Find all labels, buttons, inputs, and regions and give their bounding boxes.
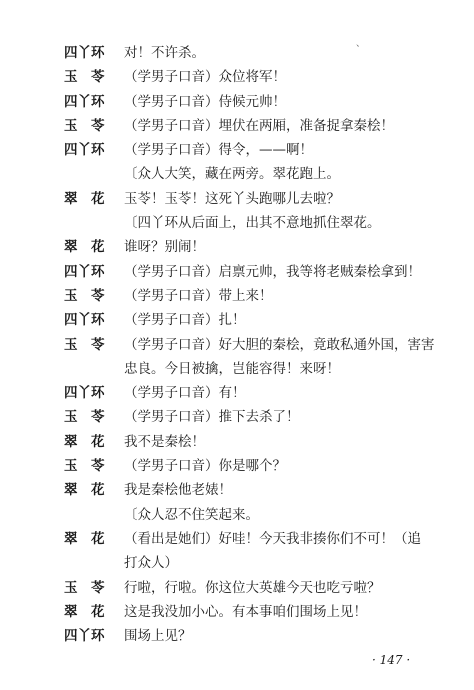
- dialogue-text: （学男子口音）得令，——啊！: [124, 142, 313, 159]
- page-number: · 147 ·: [372, 653, 411, 667]
- script-line: [0, 260, 474, 284]
- speaker-name: 玉 苓: [64, 409, 105, 426]
- script-line: [0, 381, 474, 405]
- dialogue-text: （学男子口音）侍候元帅！: [124, 93, 286, 110]
- script-line: [0, 430, 474, 454]
- dialogue-text: 我不是秦桧！: [124, 433, 205, 450]
- speaker-name: 四丫环: [64, 385, 105, 402]
- speaker-name: 玉 苓: [64, 336, 105, 353]
- stage-direction-or-continuation: 忠良。今日被擒，岂能容得！来呀！: [124, 360, 340, 377]
- dialogue-text: 这是我没加小心。有本事咱们围场上见！: [124, 603, 367, 620]
- stage-direction-or-continuation: 〔众人大笑，藏在两旁。翠花跑上。: [124, 166, 340, 183]
- speaker-name: 翠 花: [64, 482, 105, 499]
- script-line: [0, 308, 474, 332]
- dialogue-text: 对！不许杀。: [124, 45, 205, 61]
- dialogue-text: （学男子口音）众位将军！: [124, 69, 286, 86]
- speaker-name: 四丫环: [64, 45, 105, 61]
- speaker-name: 四丫环: [64, 628, 105, 645]
- stage-direction-or-continuation: 打众人）: [124, 555, 178, 572]
- script-line: [0, 478, 474, 502]
- stage-direction-or-continuation: 〔四丫环从后面上，出其不意地抓住翠花。: [124, 215, 381, 232]
- script-line: [0, 527, 474, 551]
- speaker-name: 翠 花: [64, 603, 105, 620]
- stage-direction-or-continuation: 〔众人忍不住笑起来。: [124, 506, 259, 523]
- speaker-name: 四丫环: [64, 263, 105, 280]
- script-line: [0, 333, 474, 357]
- script-line: [0, 187, 474, 211]
- dialogue-text: （看出是她们）好哇！今天我非揍你们不可！（追: [124, 530, 421, 547]
- dialogue-text: （学男子口音）你是哪个？: [124, 458, 286, 475]
- script-body: [0, 41, 474, 648]
- dialogue-text: 我是秦桧他老婊！: [124, 482, 232, 499]
- script-line: [0, 90, 474, 114]
- corner-mark: 、: [356, 39, 366, 49]
- dialogue-text: 围场上见？: [124, 628, 192, 645]
- dialogue-text: （学男子口音）带上来！: [124, 287, 273, 304]
- script-line: [0, 503, 474, 527]
- script-line: [0, 65, 474, 89]
- script-line: [0, 624, 474, 648]
- script-line: [0, 162, 474, 186]
- speaker-name: 翠 花: [64, 530, 105, 547]
- script-line: [0, 138, 474, 162]
- script-line: [0, 284, 474, 308]
- dialogue-text: （学男子口音）好大胆的秦桧，竟敢私通外国，害害: [124, 336, 435, 353]
- dialogue-text: （学男子口音）埋伏在两厢，准备捉拿秦桧！: [124, 117, 394, 134]
- speaker-name: 四丫环: [64, 93, 105, 110]
- dialogue-text: 玉苓！玉苓！这死丫头跑哪儿去啦？: [124, 190, 340, 207]
- script-line: [0, 551, 474, 575]
- speaker-name: 玉 苓: [64, 579, 105, 596]
- dialogue-text: （学男子口音）推下去杀了！: [124, 409, 300, 426]
- dialogue-text: （学男子口音）启禀元帅，我等将老贼秦桧拿到！: [124, 263, 421, 280]
- script-line: [0, 357, 474, 381]
- script-line: [0, 600, 474, 624]
- speaker-name: 玉 苓: [64, 287, 105, 304]
- speaker-name: 四丫环: [64, 142, 105, 159]
- dialogue-text: 谁呀？别闹！: [124, 239, 205, 256]
- script-line: [0, 576, 474, 600]
- script-line: [0, 454, 474, 478]
- script-line: [0, 405, 474, 429]
- dialogue-text: （学男子口音）有！: [124, 385, 246, 402]
- speaker-name: 翠 花: [64, 190, 105, 207]
- speaker-name: 翠 花: [64, 239, 105, 256]
- script-line: [0, 235, 474, 259]
- speaker-name: 玉 苓: [64, 117, 105, 134]
- speaker-name: 四丫环: [64, 312, 105, 329]
- script-line: [0, 211, 474, 235]
- speaker-name: 玉 苓: [64, 458, 105, 475]
- script-line: [0, 114, 474, 138]
- script-line: [0, 41, 474, 65]
- dialogue-text: （学男子口音）扎！: [124, 312, 246, 329]
- dialogue-text: 行啦，行啦。你这位大英雄今天也吃亏啦？: [124, 579, 381, 596]
- speaker-name: 玉 苓: [64, 69, 105, 86]
- speaker-name: 翠 花: [64, 433, 105, 450]
